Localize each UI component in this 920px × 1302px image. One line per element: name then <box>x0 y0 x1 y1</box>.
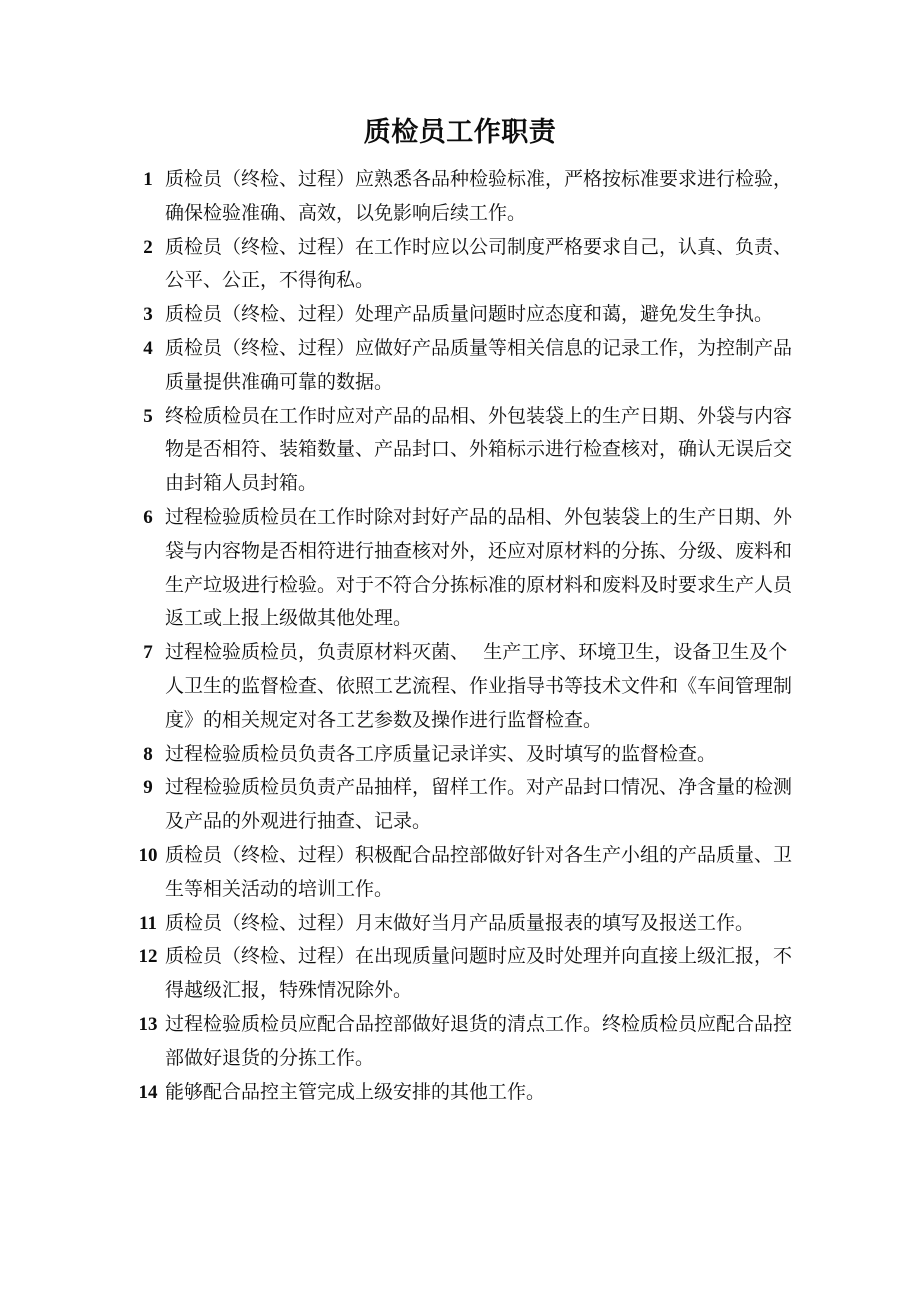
item-text <box>165 771 811 839</box>
item-number: 10 <box>138 844 158 866</box>
item-text <box>165 298 811 332</box>
item-text-line: 质量提供准确可靠的数据。 <box>165 371 394 393</box>
responsibility-list <box>0 163 920 1109</box>
item-text-line: 能够配合品控主管完成上级安排的其他工作。 <box>165 1081 546 1103</box>
item-text-line: 袋与内容物是否相符进行抽查核对外，还应对原材料的分拣、分级、废料和 <box>165 540 793 562</box>
item-number: 9 <box>143 777 153 799</box>
item-text-line: 质检员（终检、过程）积极配合品控部做好针对各生产小组的产品质量、卫 <box>165 844 793 866</box>
item-text-line: 及产品的外观进行抽查、记录。 <box>165 811 432 833</box>
item-text-line: 返工或上报上级做其他处理。 <box>165 608 413 630</box>
item-number: 2 <box>143 236 153 258</box>
item-text-line: 生产垃圾进行检验。对于不符合分拣标准的原材料和废料及时要求生产人员 <box>165 574 793 596</box>
responsibility-item <box>131 771 811 839</box>
item-text <box>165 907 811 941</box>
item-text-line: 过程检验质检员，负责原材料灭菌、 生产工序、环境卫生，设备卫生及个 <box>165 642 788 664</box>
item-number: 1 <box>143 169 153 190</box>
item-text <box>165 163 811 231</box>
item-number: 6 <box>143 506 153 528</box>
item-text-line: 质检员（终检、过程）在出现质量问题时应及时处理并向直接上级汇报，不 <box>165 946 793 968</box>
item-text-line: 质检员（终检、过程）应做好产品质量等相关信息的记录工作，为控制产品 <box>165 337 793 359</box>
responsibility-item <box>131 332 811 400</box>
item-text-line: 过程检验质检员负责各工序质量记录详实、及时填写的监督检查。 <box>165 743 717 765</box>
item-number: 4 <box>143 337 153 359</box>
responsibility-item <box>131 907 811 941</box>
item-text <box>165 738 811 772</box>
item-text <box>165 400 811 501</box>
item-text-line: 由封箱人员封箱。 <box>165 473 318 495</box>
item-text-line: 得越级汇报，特殊情况除外。 <box>165 980 413 1002</box>
item-text-line: 质检员（终检、过程）处理产品质量问题时应态度和蔼，避免发生争执。 <box>165 304 774 326</box>
responsibility-item <box>131 636 811 737</box>
item-number: 5 <box>143 405 153 427</box>
item-number: 14 <box>138 1081 158 1103</box>
item-text-line: 物是否相符、装箱数量、产品封口、外箱标示进行检查核对，确认无误后交 <box>165 439 793 461</box>
item-text-line: 质检员（终检、过程）在工作时应以公司制度严格要求自己，认真、负责、 <box>165 236 793 258</box>
item-text-line: 过程检验质检员负责产品抽样，留样工作。对产品封口情况、净含量的检测 <box>165 777 793 799</box>
responsibility-item <box>131 1076 811 1110</box>
responsibility-item <box>131 940 811 1008</box>
item-text-line: 质检员（终检、过程）月末做好当月产品质量报表的填写及报送工作。 <box>165 912 755 934</box>
item-text <box>165 231 811 299</box>
document-title: 质检员工作职责 <box>363 117 557 147</box>
responsibility-item <box>131 839 811 907</box>
item-text-line: 质检员（终检、过程）应熟悉各品种检验标准，严格按标准要求进行检验， <box>165 169 793 190</box>
item-text-line: 确保检验准确、高效，以免影响后续工作。 <box>165 202 527 224</box>
item-text-line: 公平、公正，不得徇私。 <box>165 270 375 292</box>
item-number: 11 <box>139 912 157 934</box>
responsibility-item <box>131 163 811 231</box>
item-text <box>165 332 811 400</box>
responsibility-item <box>131 231 811 299</box>
item-number: 13 <box>138 1013 158 1035</box>
item-text-line: 人卫生的监督检查、依照工艺流程、作业指导书等技术文件和《车间管理制 <box>165 675 793 697</box>
item-text <box>165 636 811 737</box>
item-text-line: 过程检验质检员应配合品控部做好退货的清点工作。终检质检员应配合品控 <box>165 1013 793 1035</box>
item-number: 3 <box>143 304 153 326</box>
responsibility-item <box>131 400 811 501</box>
item-number: 8 <box>143 743 153 765</box>
item-text <box>165 839 811 907</box>
item-text-line: 部做好退货的分拣工作。 <box>165 1047 375 1069</box>
responsibility-item <box>131 1008 811 1076</box>
item-text <box>165 1008 811 1076</box>
responsibility-item <box>131 738 811 772</box>
item-text-line: 终检质检员在工作时应对产品的品相、外包装袋上的生产日期、外袋与内容 <box>165 405 793 427</box>
responsibility-item <box>131 501 811 636</box>
item-number: 7 <box>143 642 153 664</box>
item-text-line: 度》的相关规定对各工艺参数及操作进行监督检查。 <box>165 709 603 731</box>
responsibility-item <box>131 298 811 332</box>
item-text-line: 生等相关活动的培训工作。 <box>165 878 394 900</box>
item-text <box>165 1076 811 1110</box>
item-text <box>165 940 811 1008</box>
item-text <box>165 501 811 636</box>
item-text-line: 过程检验质检员在工作时除对封好产品的品相、外包装袋上的生产日期、外 <box>165 506 793 528</box>
item-number: 12 <box>138 946 158 968</box>
